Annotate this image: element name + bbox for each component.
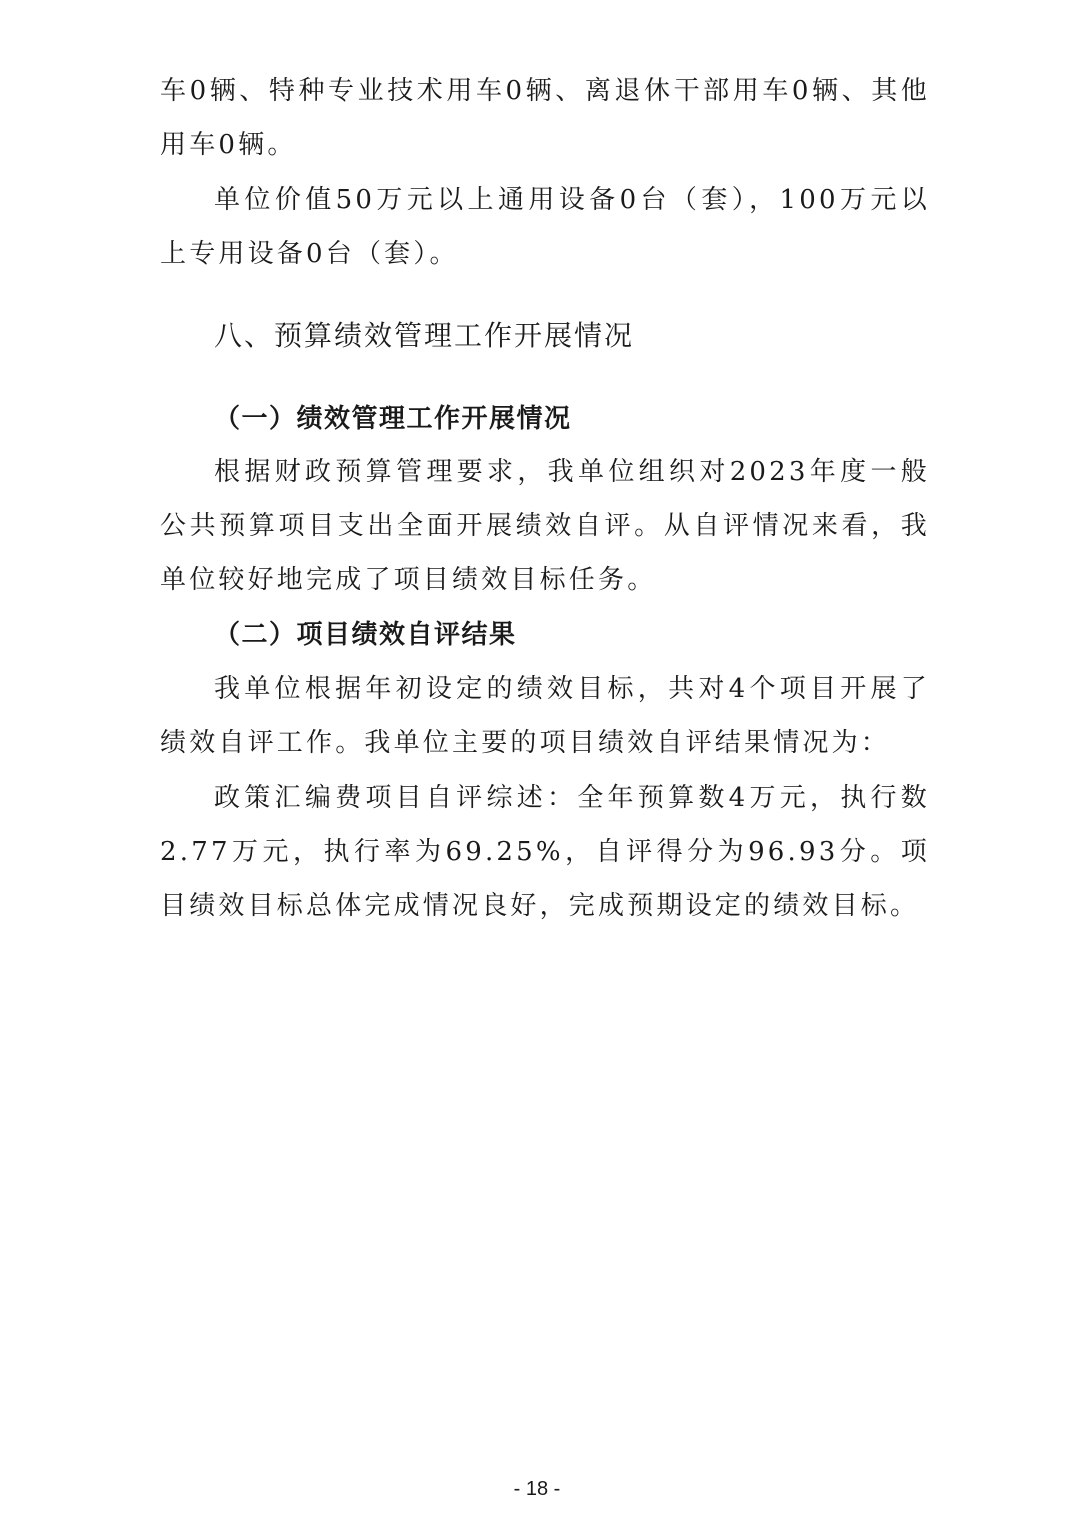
subheading-performance-management: （一）绩效管理工作开展情况 bbox=[214, 404, 572, 434]
paragraph-equipment: 单位价值50万元以上通用设备0台（套），100万元以上专用设备0台（套）。 bbox=[160, 185, 930, 269]
paragraph-self-evaluation-intro: 我单位根据年初设定的绩效目标，共对4个项目开展了绩效自评工作。我单位主要的项目绩效自评结果情况为： bbox=[160, 674, 930, 758]
paragraph-policy-compilation-review: 政策汇编费项目自评综述：全年预算数4万元，执行数2.77万元，执行率为69.25%，自评得分为96.93分。项目绩效目标总体完成情况良好，完成预期设定的绩效目标。 bbox=[160, 783, 930, 921]
paragraph-vehicles: 车0辆、特种专业技术用车0辆、离退休干部用车0辆、其他用车0辆。 bbox=[160, 76, 930, 160]
paragraph-performance-management: 根据财政预算管理要求，我单位组织对2023年度一般公共预算项目支出全面开展绩效自评。从自评情况来看，我单位较好地完成了项目绩效目标任务。 bbox=[160, 457, 930, 595]
subheading-self-evaluation-results: （二）项目绩效自评结果 bbox=[214, 620, 517, 650]
section-heading: 八、预算绩效管理工作开展情况 bbox=[214, 319, 635, 352]
page-number: - 18 - bbox=[513, 1478, 561, 1500]
